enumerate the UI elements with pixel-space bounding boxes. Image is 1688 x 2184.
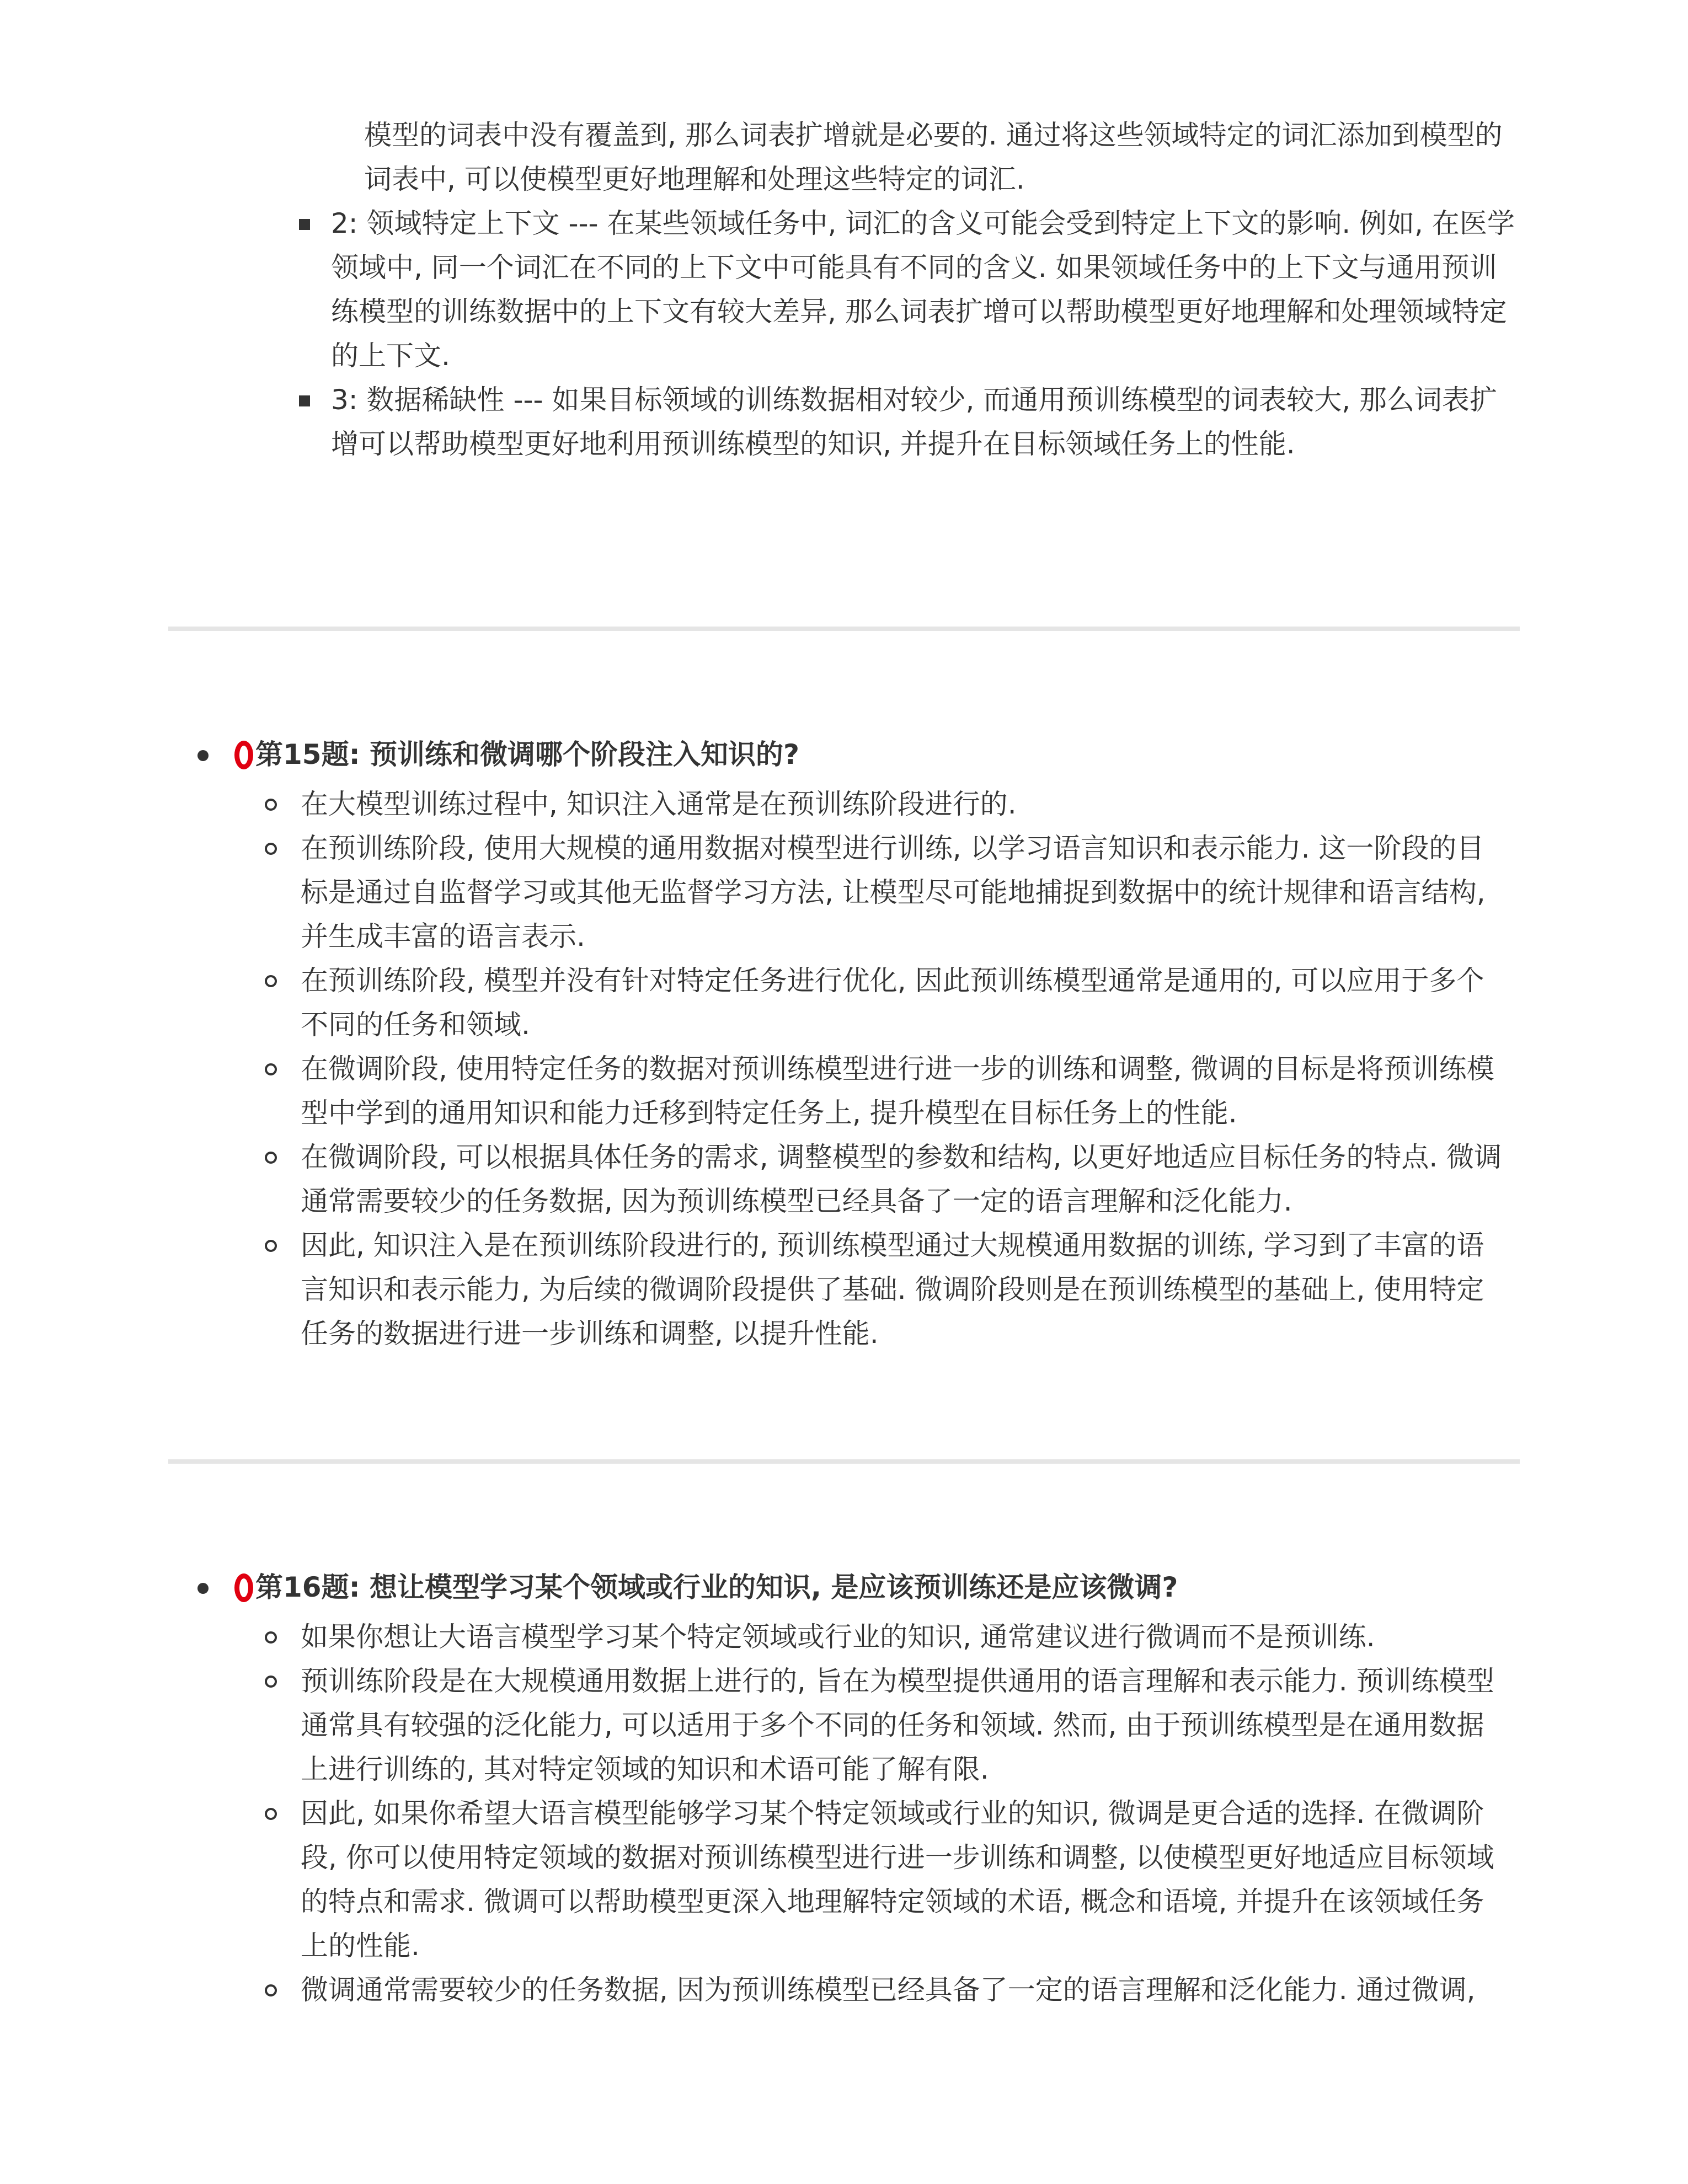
circle-bullet-icon (265, 1808, 277, 1820)
question-title-text: 第16题: 想让模型学习某个领域或行业的知识, 是应该预训练还是应该微调? (255, 1571, 1178, 1603)
question-title (193, 1565, 1528, 1609)
answer-point: 在微调阶段, 可以根据具体任务的需求, 调整模型的参数和结构, 以更好地适应目标任务的特点. 微调通常需要较少的任务数据, 因为预训练模型已经具备了一定的语言理解和泛化能力. (193, 1135, 1528, 1223)
answer-point: 微调通常需要较少的任务数据, 因为预训练模型已经具备了一定的语言理解和泛化能力. 通过微调, (193, 1968, 1528, 2012)
answer-point: 在预训练阶段, 模型并没有针对特定任务进行优化, 因此预训练模型通常是通用的, 可以应用于多个不同的任务和领域. (193, 959, 1528, 1047)
list-item (298, 378, 1523, 466)
question-15 (193, 732, 1528, 1356)
answer-point: 预训练阶段是在大规模通用数据上进行的, 旨在为模型提供通用的语言理解和表示能力. 预训练模型通常具有较强的泛化能力, 可以适用于多个不同的任务和领域. 然而, 由于预训练模型是在通用数据上进行训练的, 其对特定领域的知识和术语可能了解有限. (193, 1659, 1528, 1791)
question-16 (193, 1565, 1528, 2012)
circle-bullet-icon (265, 1984, 277, 1996)
answer-point: 如果你想让大语言模型学习某个特定领域或行业的知识, 通常建议进行微调而不是预训练. (193, 1615, 1528, 1659)
answer-points (193, 1615, 1528, 2012)
list-item-text: 模型的词表中没有覆盖到, 那么词表扩增就是必要的. 通过将这些领域特定的词汇添加到模型的词表中, 可以使模型更好地理解和处理这些特定的词汇. (364, 119, 1503, 195)
answer-point: 因此, 如果你希望大语言模型能够学习某个特定领域或行业的知识, 微调是更合适的选择. 在微调阶段, 你可以使用特定领域的数据对预训练模型进行进一步训练和调整, 以使模型更好地适应目标领域的特点和需求. 微调可以帮助模型更深入地理解特定领域的术语, 概念和语境, 并提升在该领域任务上的性能. (193, 1791, 1528, 1968)
answer-point: 因此, 知识注入是在预训练阶段进行的, 预训练模型通过大规模通用数据的训练, 学习到了丰富的语言知识和表示能力, 为后续的微调阶段提供了基础. 微调阶段则是在预训练模型的基础上, 使用特定任务的数据进行进一步训练和调整, 以提升性能. (193, 1223, 1528, 1356)
red-circle-icon (234, 741, 253, 769)
section-divider (168, 627, 1520, 631)
circle-bullet-icon (265, 975, 277, 987)
question-title-text: 第15题: 预训练和微调哪个阶段注入知识的? (255, 738, 799, 770)
list-item-text: 2: 领域特定上下文 --- 在某些领域任务中, 词汇的含义可能会受到特定上下文的影响. 例如, 在医学领域中, 同一个词汇在不同的上下文中可能具有不同的含义. 如果领域任务中的上下文与通用预训练模型的训练数据中的上下文有较大差异, 那么词表扩增可以帮助模型更好地理解和处理领域特定的上下文. (331, 207, 1515, 372)
disc-bullet-icon (197, 1583, 209, 1594)
disc-bullet-icon (197, 750, 209, 761)
circle-bullet-icon (265, 1152, 277, 1164)
list-item-continued (331, 113, 1523, 201)
circle-bullet-icon (265, 799, 277, 811)
square-bullet-icon (299, 219, 310, 230)
red-circle-icon (234, 1573, 253, 1602)
circle-bullet-icon (265, 1676, 277, 1688)
question-title (193, 732, 1528, 777)
circle-bullet-icon (265, 843, 277, 855)
answer-points (193, 782, 1528, 1356)
list-item-text: 3: 数据稀缺性 --- 如果目标领域的训练数据相对较少, 而通用预训练模型的词表较大, 那么词表扩增可以帮助模型更好地利用预训练模型的知识, 并提升在目标领域任务上的性能. (331, 384, 1498, 460)
list-item (298, 201, 1523, 378)
answer-point: 在预训练阶段, 使用大规模的通用数据对模型进行训练, 以学习语言知识和表示能力. 这一阶段的目标是通过自监督学习或其他无监督学习方法, 让模型尽可能地捕捉到数据中的统计规律和语言结构, 并生成丰富的语言表示. (193, 826, 1528, 959)
vocab-expansion-continuation (331, 113, 1523, 466)
answer-point: 在大模型训练过程中, 知识注入通常是在预训练阶段进行的. (193, 782, 1528, 826)
section-divider (168, 1459, 1520, 1464)
square-bullet-list (298, 201, 1523, 466)
circle-bullet-icon (265, 1240, 277, 1252)
answer-point: 在微调阶段, 使用特定任务的数据对预训练模型进行进一步的训练和调整, 微调的目标是将预训练模型中学到的通用知识和能力迁移到特定任务上, 提升模型在目标任务上的性能. (193, 1047, 1528, 1135)
circle-bullet-icon (265, 1631, 277, 1644)
square-bullet-icon (299, 395, 310, 406)
circle-bullet-icon (265, 1063, 277, 1075)
